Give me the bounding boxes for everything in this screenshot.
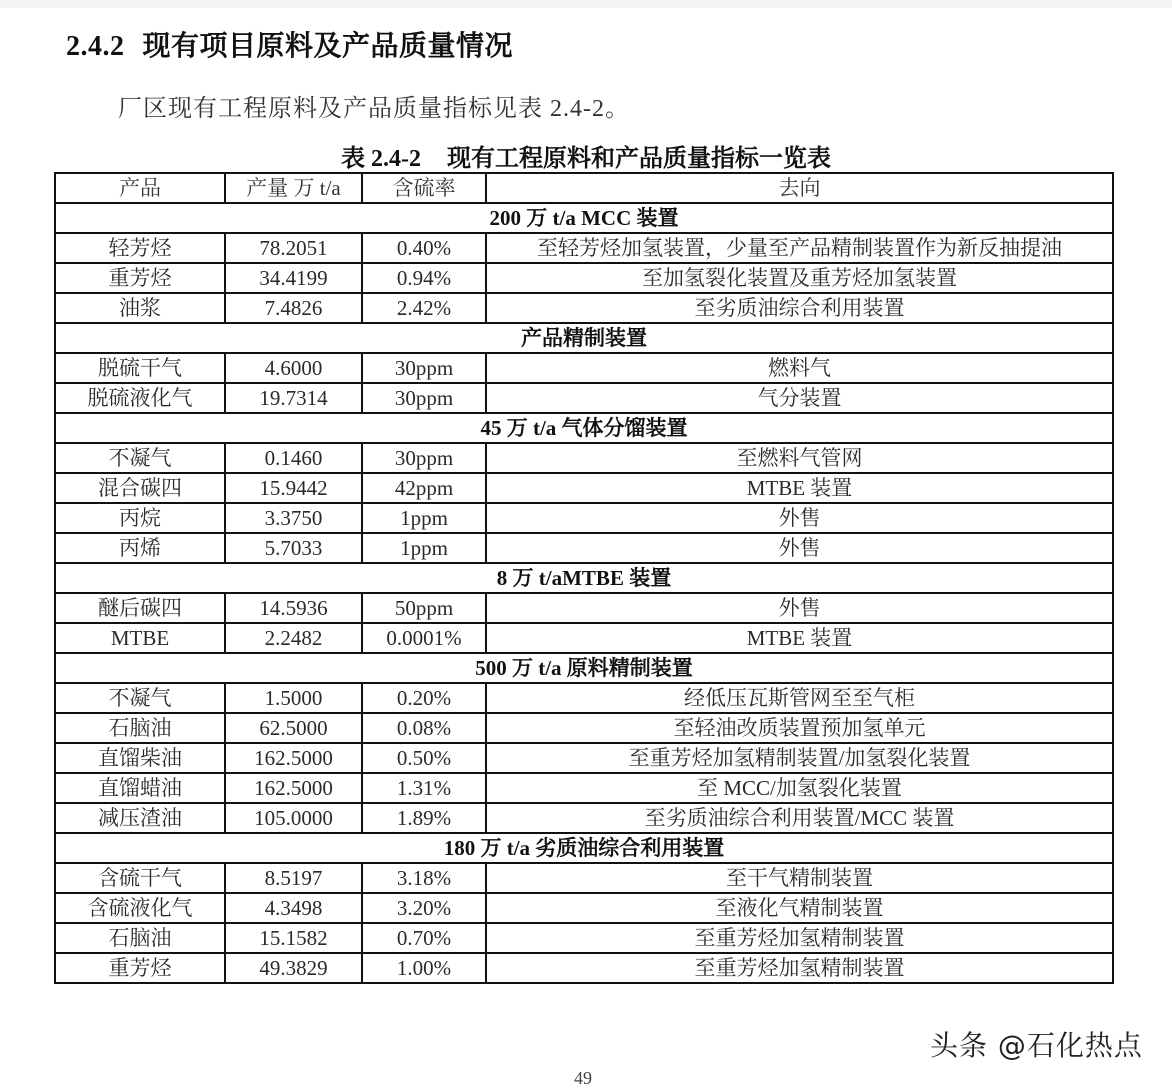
cell-output: 5.7033 bbox=[225, 533, 362, 563]
cell-sulfur: 0.94% bbox=[362, 263, 486, 293]
section-title: 45 万 t/a 气体分馏装置 bbox=[55, 413, 1113, 443]
header-product: 产品 bbox=[55, 173, 225, 203]
cell-product: 醚后碳四 bbox=[55, 593, 225, 623]
cell-product: 油浆 bbox=[55, 293, 225, 323]
cell-destination: MTBE 装置 bbox=[486, 623, 1113, 653]
cell-output: 162.5000 bbox=[225, 743, 362, 773]
cell-product: 直馏柴油 bbox=[55, 743, 225, 773]
cell-product: 含硫干气 bbox=[55, 863, 225, 893]
section-title: 8 万 t/aMTBE 装置 bbox=[55, 563, 1113, 593]
page-number: 49 bbox=[574, 1068, 592, 1088]
section-number: 2.4.2 bbox=[66, 31, 125, 62]
cell-sulfur: 0.08% bbox=[362, 713, 486, 743]
section-row bbox=[55, 203, 1113, 233]
cell-sulfur: 0.50% bbox=[362, 743, 486, 773]
cell-output: 7.4826 bbox=[225, 293, 362, 323]
cell-output: 2.2482 bbox=[225, 623, 362, 653]
section-row bbox=[55, 413, 1113, 443]
cell-destination: 外售 bbox=[486, 593, 1113, 623]
top-band bbox=[0, 0, 1172, 8]
cell-destination: 至劣质油综合利用装置/MCC 装置 bbox=[486, 803, 1113, 833]
cell-product: 轻芳烃 bbox=[55, 233, 225, 263]
cell-output: 34.4199 bbox=[225, 263, 362, 293]
cell-product: 含硫液化气 bbox=[55, 893, 225, 923]
table-row bbox=[55, 803, 1113, 833]
table-caption-number: 表 2.4-2 bbox=[341, 146, 421, 172]
table-row bbox=[55, 263, 1113, 293]
table-row bbox=[55, 353, 1113, 383]
cell-sulfur: 1.00% bbox=[362, 953, 486, 983]
cell-output: 15.1582 bbox=[225, 923, 362, 953]
cell-sulfur: 1ppm bbox=[362, 503, 486, 533]
cell-output: 62.5000 bbox=[225, 713, 362, 743]
cell-output: 162.5000 bbox=[225, 773, 362, 803]
section-row bbox=[55, 323, 1113, 353]
cell-product: 混合碳四 bbox=[55, 473, 225, 503]
cell-sulfur: 42ppm bbox=[362, 473, 486, 503]
cell-sulfur: 0.40% bbox=[362, 233, 486, 263]
table-row bbox=[55, 293, 1113, 323]
cell-output: 8.5197 bbox=[225, 863, 362, 893]
cell-product: 丙烷 bbox=[55, 503, 225, 533]
cell-product: 减压渣油 bbox=[55, 803, 225, 833]
section-title: 产品精制装置 bbox=[55, 323, 1113, 353]
cell-sulfur: 3.18% bbox=[362, 863, 486, 893]
table-row bbox=[55, 773, 1113, 803]
table-row bbox=[55, 443, 1113, 473]
table-row bbox=[55, 923, 1113, 953]
cell-destination: 至重芳烃加氢精制装置 bbox=[486, 923, 1113, 953]
cell-product: 直馏蜡油 bbox=[55, 773, 225, 803]
cell-product: 重芳烃 bbox=[55, 263, 225, 293]
watermark: 头条 @石化热点 bbox=[930, 1029, 1143, 1062]
table-row bbox=[55, 593, 1113, 623]
cell-product: 脱硫液化气 bbox=[55, 383, 225, 413]
table-row bbox=[55, 683, 1113, 713]
cell-output: 49.3829 bbox=[225, 953, 362, 983]
intro-paragraph: 厂区现有工程原料及产品质量指标见表 2.4-2。 bbox=[118, 96, 630, 122]
header-sulfur: 含硫率 bbox=[362, 173, 486, 203]
section-heading bbox=[66, 24, 513, 64]
table-row bbox=[55, 533, 1113, 563]
cell-output: 1.5000 bbox=[225, 683, 362, 713]
cell-output: 78.2051 bbox=[225, 233, 362, 263]
cell-sulfur: 2.42% bbox=[362, 293, 486, 323]
cell-product: 不凝气 bbox=[55, 443, 225, 473]
cell-sulfur: 30ppm bbox=[362, 443, 486, 473]
section-row bbox=[55, 563, 1113, 593]
cell-destination: 至液化气精制装置 bbox=[486, 893, 1113, 923]
table-row bbox=[55, 953, 1113, 983]
table-caption-title: 现有工程原料和产品质量指标一览表 bbox=[447, 146, 831, 172]
cell-destination: 至 MCC/加氢裂化装置 bbox=[486, 773, 1113, 803]
table-row bbox=[55, 503, 1113, 533]
cell-sulfur: 30ppm bbox=[362, 383, 486, 413]
cell-output: 105.0000 bbox=[225, 803, 362, 833]
table-row bbox=[55, 233, 1113, 263]
cell-sulfur: 0.70% bbox=[362, 923, 486, 953]
cell-output: 14.5936 bbox=[225, 593, 362, 623]
section-row bbox=[55, 833, 1113, 863]
cell-sulfur: 30ppm bbox=[362, 353, 486, 383]
cell-output: 0.1460 bbox=[225, 443, 362, 473]
cell-destination: MTBE 装置 bbox=[486, 473, 1113, 503]
cell-destination: 至轻油改质装置预加氢单元 bbox=[486, 713, 1113, 743]
cell-destination: 至轻芳烃加氢装置，少量至产品精制装置作为新反抽提油 bbox=[486, 233, 1113, 263]
table-row bbox=[55, 383, 1113, 413]
cell-sulfur: 1.31% bbox=[362, 773, 486, 803]
table-header-row bbox=[55, 173, 1113, 203]
cell-output: 19.7314 bbox=[225, 383, 362, 413]
cell-destination: 至劣质油综合利用装置 bbox=[486, 293, 1113, 323]
section-title: 180 万 t/a 劣质油综合利用装置 bbox=[55, 833, 1113, 863]
header-destination: 去向 bbox=[486, 173, 1113, 203]
section-title: 500 万 t/a 原料精制装置 bbox=[55, 653, 1113, 683]
cell-product: 重芳烃 bbox=[55, 953, 225, 983]
cell-sulfur: 50ppm bbox=[362, 593, 486, 623]
cell-product: 不凝气 bbox=[55, 683, 225, 713]
table-row bbox=[55, 713, 1113, 743]
cell-destination: 至重芳烃加氢精制装置/加氢裂化装置 bbox=[486, 743, 1113, 773]
cell-destination: 至燃料气管网 bbox=[486, 443, 1113, 473]
cell-destination: 燃料气 bbox=[486, 353, 1113, 383]
section-row bbox=[55, 653, 1113, 683]
cell-sulfur: 3.20% bbox=[362, 893, 486, 923]
cell-sulfur: 1ppm bbox=[362, 533, 486, 563]
header-output: 产量 万 t/a bbox=[225, 173, 362, 203]
cell-product: 石脑油 bbox=[55, 923, 225, 953]
cell-output: 4.3498 bbox=[225, 893, 362, 923]
table-row bbox=[55, 623, 1113, 653]
cell-destination: 外售 bbox=[486, 533, 1113, 563]
table-caption bbox=[0, 138, 1172, 173]
table-row bbox=[55, 743, 1113, 773]
section-title: 200 万 t/a MCC 装置 bbox=[55, 203, 1113, 233]
cell-destination: 经低压瓦斯管网至至气柜 bbox=[486, 683, 1113, 713]
cell-destination: 气分装置 bbox=[486, 383, 1113, 413]
cell-destination: 至干气精制装置 bbox=[486, 863, 1113, 893]
cell-destination: 至加氢裂化装置及重芳烃加氢装置 bbox=[486, 263, 1113, 293]
cell-output: 4.6000 bbox=[225, 353, 362, 383]
cell-output: 3.3750 bbox=[225, 503, 362, 533]
cell-product: 丙烯 bbox=[55, 533, 225, 563]
cell-sulfur: 0.20% bbox=[362, 683, 486, 713]
cell-destination: 外售 bbox=[486, 503, 1113, 533]
cell-product: MTBE bbox=[55, 623, 225, 653]
table-row bbox=[55, 863, 1113, 893]
cell-sulfur: 1.89% bbox=[362, 803, 486, 833]
table-row bbox=[55, 473, 1113, 503]
cell-destination: 至重芳烃加氢精制装置 bbox=[486, 953, 1113, 983]
cell-product: 石脑油 bbox=[55, 713, 225, 743]
quality-table bbox=[54, 172, 1114, 984]
cell-output: 15.9442 bbox=[225, 473, 362, 503]
cell-sulfur: 0.0001% bbox=[362, 623, 486, 653]
section-title: 现有项目原料及产品质量情况 bbox=[142, 31, 514, 62]
table-row bbox=[55, 893, 1113, 923]
cell-product: 脱硫干气 bbox=[55, 353, 225, 383]
